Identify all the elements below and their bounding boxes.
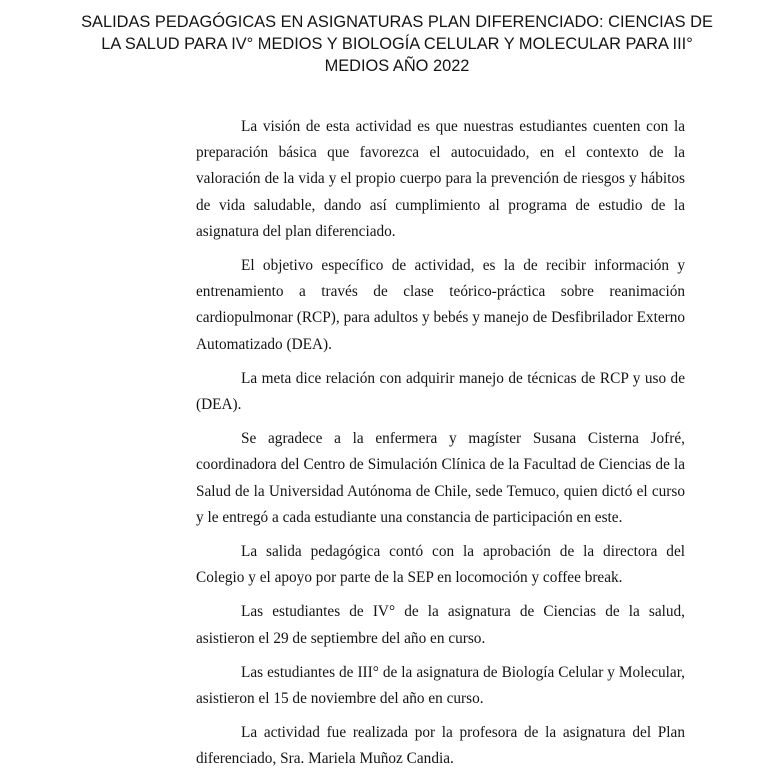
paragraph-iii-medios-attendance: Las estudiantes de III° de la asignatura de Biología Celular y Molecular, asistieron el 15 de noviembre del año en curso. (196, 663, 685, 708)
paragraph-approval: La salida pedagógica contó con la aprobación de la directora del Colegio y el apoyo por parte de la SEP en locomoción y coffee break. (196, 543, 685, 587)
paragraph-goal: La meta dice relación con adquirir manejo de técnicas de RCP y uso de (DEA). (196, 369, 685, 414)
document-title: SALIDAS PEDAGÓGICAS EN ASIGNATURAS PLAN DIFERENCIADO: CIENCIAS DE LA SALUD PARA IV° MEDIOS Y BIOLOGÍA CELULAR Y MOLECULAR PARA III° MEDIOS AÑO 2022 (81, 13, 713, 75)
paragraph-objective: El objetivo específico de actividad, es la de recibir información y entrenamiento a través de clase teórico-práctica sobre reanimación cardiopulmonar (RCP), para adultos y bebés y manejo de Desfibrilador Externo Automatizado (DEA). (196, 257, 685, 353)
paragraph-teacher: La actividad fue realizada por la profesora de la asignatura del Plan diferenciado, Sra. Mariela Muñoz Candia. (196, 724, 685, 768)
paragraph-iv-medios-attendance: Las estudiantes de IV° de la asignatura de Ciencias de la salud, asistieron el 29 de septiembre del año en curso. (196, 603, 685, 647)
paragraph-acknowledgement: Se agradece a la enfermera y magíster Susana Cisterna Jofré, coordinadora del Centro de Simulación Clínica de la Facultad de Ciencias de la Salud de la Universidad Autónoma de Chile, sede Temuco, quien dictó el curso y le entregó a cada estudiante una constancia de participación en este. (196, 430, 685, 526)
document-body (196, 114, 685, 768)
paragraph-vision: La visión de esta actividad es que nuestras estudiantes cuenten con la preparación básica que favorezca el autocuidado, en el contexto de la valoración de la vida y el propio cuerpo para la prevención de riesgos y hábitos de vida saludable, dando así cumplimiento al programa de estudio de la asignatura del plan diferenciado. (196, 118, 685, 240)
